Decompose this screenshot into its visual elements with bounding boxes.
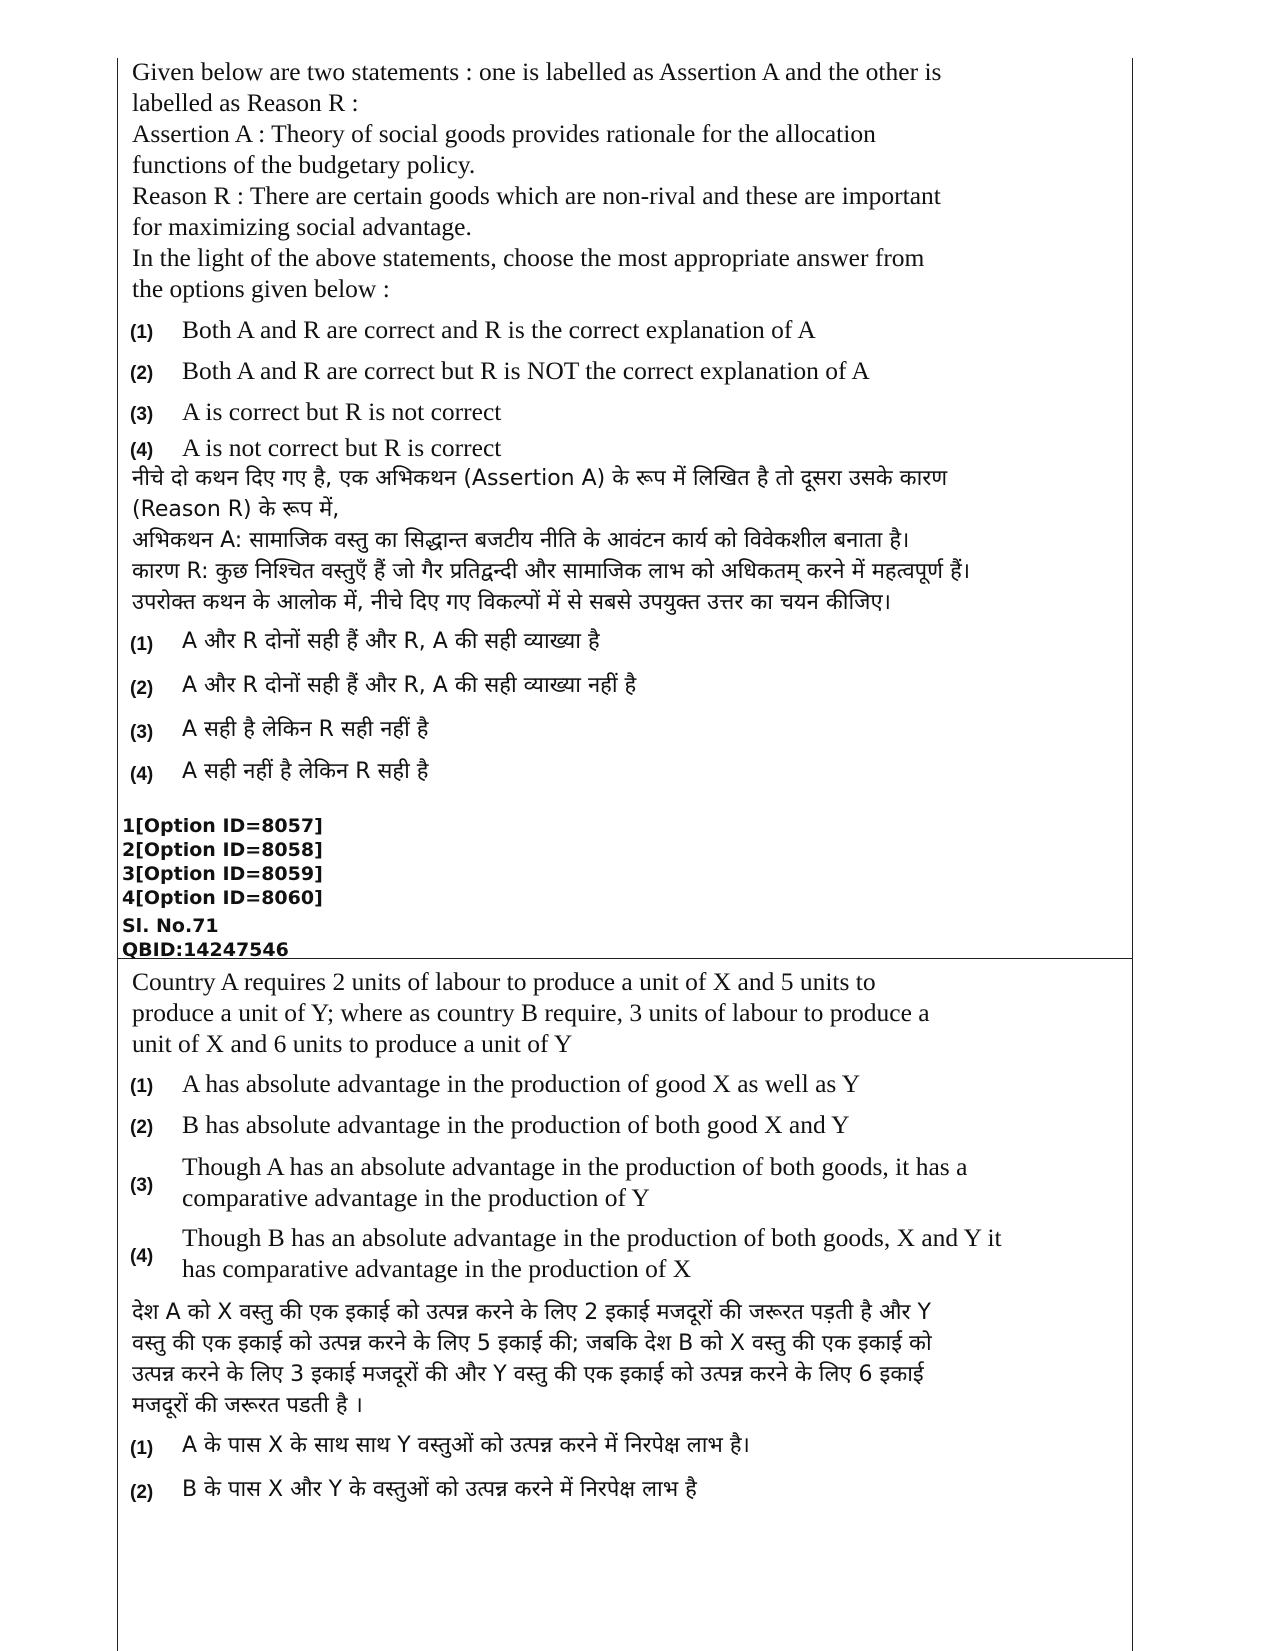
option-number: (2) xyxy=(130,1482,154,1503)
q71-stem-line: unit of X and 6 units to produce a unit of Y xyxy=(132,1029,573,1058)
option-number: (1) xyxy=(130,634,154,655)
q71-hindi-line: वस्तु की एक इकाई को उत्पन्न करने के लिए 5 इकाई की; जबकि देश B को X वस्तु की एक इकाई को xyxy=(132,1331,932,1356)
q70-hindi-line: (Reason R) के रूप में, xyxy=(132,497,340,522)
question-bank-id: QBID:14247546 xyxy=(122,939,289,961)
option-text: A is correct but R is not correct xyxy=(182,397,502,426)
q71-hindi-line: मजदूरों की जरूरत पडती है । xyxy=(132,1393,363,1418)
q70-hindi-line: अभिकथन A: सामाजिक वस्तु का सिद्धान्त बजटीय नीति के आवंटन कार्य को विवेकशील बनाता है। xyxy=(132,528,910,553)
option-text: A के पास X के साथ साथ Y वस्तुओं को उत्पन्न करने में निरपेक्ष लाभ है। xyxy=(182,1433,750,1458)
option-text: Both A and R are correct and R is the correct explanation of A xyxy=(182,315,816,344)
option-number: (3) xyxy=(130,1175,154,1196)
option-id: 4[Option ID=8060] xyxy=(122,887,323,909)
option-text-line: comparative advantage in the production of Y xyxy=(182,1183,650,1212)
option-text: A और R दोनों सही हैं और R, A की सही व्याख्या है xyxy=(182,629,600,654)
q70-stem-line: for maximizing social advantage. xyxy=(132,212,472,241)
q71-hindi-line: उत्पन्न करने के लिए 3 इकाई मजदूरों की और Y वस्तु की एक इकाई को उत्पन्न करने के लिए 6 इकाई xyxy=(132,1362,924,1387)
option-number: (3) xyxy=(130,722,154,743)
option-number: (3) xyxy=(130,404,154,425)
option-text: Both A and R are correct but R is NOT the correct explanation of A xyxy=(182,356,870,385)
option-number: (2) xyxy=(130,678,154,699)
option-number: (4) xyxy=(130,440,154,461)
option-number: (1) xyxy=(130,1076,154,1097)
option-id-list xyxy=(122,814,323,910)
option-number: (4) xyxy=(130,764,154,785)
q71-hindi-stem xyxy=(132,1297,1112,1421)
option-text: B has absolute advantage in the production of both good X and Y xyxy=(182,1110,850,1139)
q70-stem-line: Reason R : There are certain goods which are non-rival and these are important xyxy=(132,181,941,210)
q70-stem-line: In the light of the above statements, choose the most appropriate answer from xyxy=(132,243,925,272)
q70-stem-line: labelled as Reason R : xyxy=(132,88,359,117)
option-text: A is not correct but R is correct xyxy=(182,433,502,462)
option-text: A has absolute advantage in the production of good X as well as Y xyxy=(182,1069,861,1098)
q71-stem-line: Country A requires 2 units of labour to produce a unit of X and 5 units to xyxy=(132,967,876,996)
q70-hindi-line: नीचे दो कथन दिए गए है, एक अभिकथन (Assertion A) के रूप में लिखित है तो दूसरा उसके कारण xyxy=(132,466,948,491)
option-text-line: Though B has an absolute advantage in the production of both goods, X and Y it xyxy=(182,1223,1002,1252)
option-text xyxy=(182,1151,1122,1213)
option-number: (2) xyxy=(130,1117,154,1138)
option-number: (4) xyxy=(130,1246,154,1267)
option-text: B के पास X और Y के वस्तुओं को उत्पन्न करने में निरपेक्ष लाभ है xyxy=(182,1477,697,1502)
option-text-line: Though A has an absolute advantage in the production of both goods, it has a xyxy=(182,1152,968,1181)
option-text: A सही नहीं है लेकिन R सही है xyxy=(182,759,429,784)
option-id: 1[Option ID=8057] xyxy=(122,815,323,837)
q70-stem-line: functions of the budgetary policy. xyxy=(132,150,476,179)
option-id: 2[Option ID=8058] xyxy=(122,839,323,861)
option-text: A और R दोनों सही हैं और R, A की सही व्याख्या नहीं है xyxy=(182,673,637,698)
option-number: (1) xyxy=(130,1438,154,1459)
q70-stem-line: the options given below : xyxy=(132,274,390,303)
option-number: (2) xyxy=(130,363,154,384)
q70-stem xyxy=(132,56,1112,304)
option-id: 3[Option ID=8059] xyxy=(122,863,323,885)
q71-header xyxy=(122,914,289,962)
option-text: A सही है लेकिन R सही नहीं है xyxy=(182,717,429,742)
q70-stem-line: Assertion A : Theory of social goods provides rationale for the allocation xyxy=(132,119,876,148)
q70-hindi-stem xyxy=(132,463,1112,618)
option-number: (1) xyxy=(130,322,154,343)
option-text xyxy=(182,1222,1122,1284)
q70-stem-line: Given below are two statements : one is labelled as Assertion A and the other is xyxy=(132,57,942,86)
q70-hindi-line: कारण R: कुछ निश्चित वस्तुएँ हैं जो गैर प्रतिद्वन्दी और सामाजिक लाभ को अधिकतम् करने में महत्वपूर्ण हैं। xyxy=(132,559,971,584)
q71-stem xyxy=(132,966,1112,1059)
q71-stem-line: produce a unit of Y; where as country B require, 3 units of labour to produce a xyxy=(132,998,930,1027)
q71-hindi-line: देश A को X वस्तु की एक इकाई को उत्पन्न करने के लिए 2 इकाई मजदूरों की जरूरत पड़ती है और Y xyxy=(132,1300,931,1325)
q70-hindi-line: उपरोक्त कथन के आलोक में, नीचे दिए गए विकल्पों में से सबसे उपयुक्त उत्तर का चयन कीजिए। xyxy=(132,590,891,615)
option-text-line: has comparative advantage in the production of X xyxy=(182,1254,692,1283)
serial-number: Sl. No.71 xyxy=(122,915,219,937)
